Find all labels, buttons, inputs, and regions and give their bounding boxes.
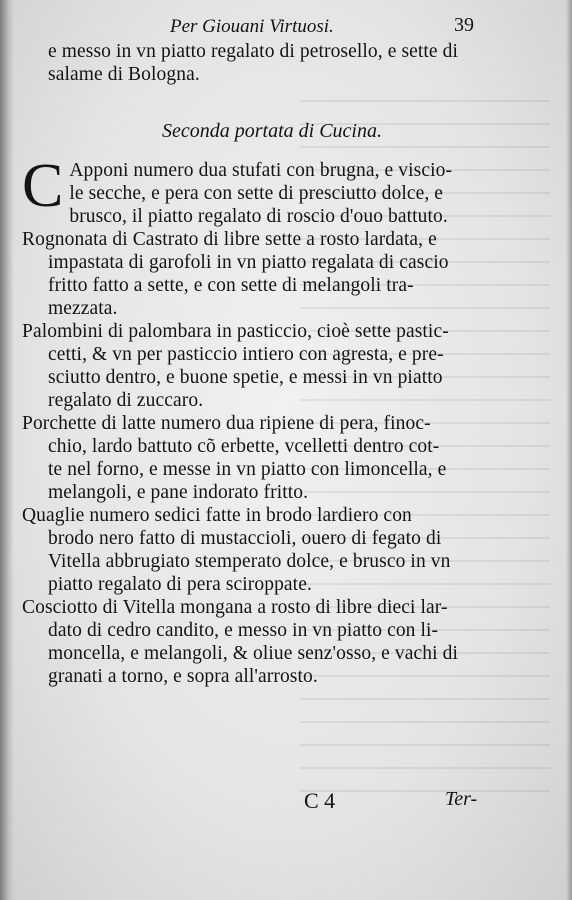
paragraph (22, 596, 522, 688)
text-line: fritto fatto a sette, e con sette di melangoli tra- (48, 275, 414, 296)
text-line: impastata di garofoli in vn piatto regalata di cascio (48, 252, 449, 273)
text-line: sciutto dentro, e buone spetie, e messi in vn piatto (48, 367, 443, 388)
paragraph-first (22, 152, 522, 228)
paragraph (22, 320, 522, 412)
text-line: Vitella abbrugiato stemperato dolce, e brusco in vn (48, 551, 451, 572)
catchword: Ter- (445, 788, 478, 810)
text-line: moncella, e melangoli, & oliue senz'osso, e vachi di (48, 643, 458, 664)
text-line: regalato di zuccaro. (48, 390, 204, 411)
paragraph (22, 228, 522, 320)
text-line: brusco, il piatto regalato di roscio d'ouo battuto. (69, 206, 448, 227)
text-line: te nel forno, e messe in vn piatto con limoncella, e (48, 459, 447, 480)
text-line: brodo nero fatto di mustaccioli, ouero di fegato di (48, 528, 442, 549)
text-line: melangoli, e pane indorato fritto. (48, 482, 309, 503)
text-line: le secche, e pera con sette di presciutto dolce, e (69, 183, 444, 204)
text-line: e messo in vn piatto regalato di petrosello, e sette di (48, 41, 459, 62)
paragraph (22, 504, 522, 596)
drop-capital: C (22, 152, 64, 220)
page-edge-shadow (566, 0, 572, 900)
text-line: piatto regalato di pera sciroppate. (48, 574, 312, 595)
text-line: Cosciotto di Vitella mongana a rosto di libre dieci lar- (22, 597, 448, 618)
text-line: cetti, & vn per pasticcio intiero con agresta, e pre- (48, 344, 444, 365)
page-gutter-shadow (0, 0, 14, 900)
text-line: salame di Bologna. (48, 64, 200, 85)
section-heading: Seconda portata di Cucina. (162, 120, 382, 142)
text-line: Rognonata di Castrato di libre sette a rosto lardata, e (22, 229, 437, 250)
paragraph (22, 412, 522, 504)
text-line: Palombini di palombara in pasticcio, cioè sette pastic- (22, 321, 449, 342)
body-text (22, 40, 522, 688)
text-line: granati a torno, e sopra all'arrosto. (48, 666, 318, 687)
text-line: Quaglie numero sedici fatte in brodo lardiero con (22, 505, 412, 526)
text-line: Apponi numero dua stufati con brugna, e viscio- (69, 160, 453, 181)
text-line: Porchette di latte numero dua ripiene di pera, finoc- (22, 413, 431, 434)
text-line: mezzata. (48, 298, 118, 319)
text-line: dato di cedro candito, e messo in vn piatto con li- (48, 620, 439, 641)
signature-mark: C 4 (304, 788, 336, 813)
running-head: Per Giouani Virtuosi. (170, 16, 334, 37)
page-number: 39 (454, 14, 474, 36)
text-line: chio, lardo battuto cõ erbette, vcelletti dentro cot- (48, 436, 440, 457)
